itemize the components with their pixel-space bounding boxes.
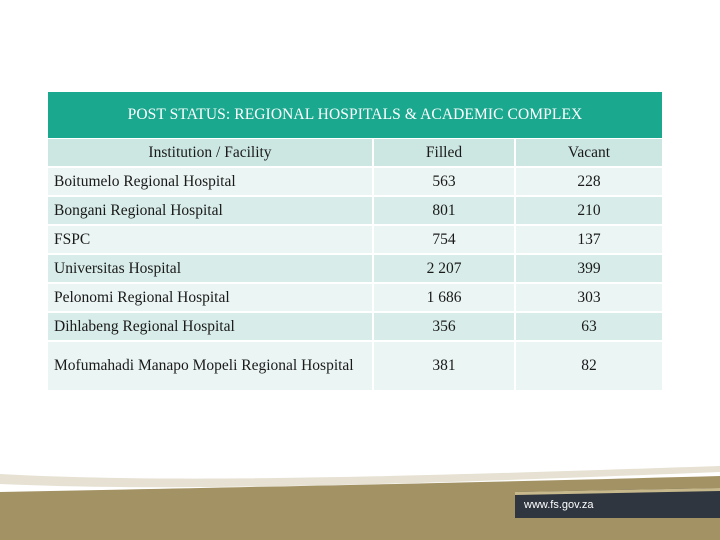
institution-cell: Boitumelo Regional Hospital bbox=[48, 167, 373, 196]
post-status-table bbox=[48, 139, 662, 392]
table-row bbox=[48, 254, 662, 283]
institution-cell: Mofumahadi Manapo Mopeli Regional Hospital bbox=[48, 341, 373, 391]
header-institution: Institution / Facility bbox=[48, 139, 373, 167]
header-filled: Filled bbox=[373, 139, 515, 167]
institution-cell: Bongani Regional Hospital bbox=[48, 196, 373, 225]
table-header-row bbox=[48, 139, 662, 167]
institution-cell: Universitas Hospital bbox=[48, 254, 373, 283]
institution-cell: Pelonomi Regional Hospital bbox=[48, 283, 373, 312]
website-url[interactable]: www.fs.gov.za bbox=[524, 499, 594, 511]
vacant-cell: 82 bbox=[515, 341, 662, 391]
table-row bbox=[48, 167, 662, 196]
footer-swoosh-graphic bbox=[0, 462, 720, 540]
institution-cell: FSPC bbox=[48, 225, 373, 254]
vacant-cell: 399 bbox=[515, 254, 662, 283]
table-row bbox=[48, 196, 662, 225]
table-title: POST STATUS: REGIONAL HOSPITALS & ACADEMIC COMPLEX bbox=[127, 106, 583, 123]
vacant-cell: 63 bbox=[515, 312, 662, 341]
vacant-cell: 137 bbox=[515, 225, 662, 254]
filled-cell: 1 686 bbox=[373, 283, 515, 312]
filled-cell: 754 bbox=[373, 225, 515, 254]
table-row bbox=[48, 225, 662, 254]
filled-cell: 563 bbox=[373, 167, 515, 196]
filled-cell: 356 bbox=[373, 312, 515, 341]
table-row bbox=[48, 283, 662, 312]
vacant-cell: 210 bbox=[515, 196, 662, 225]
filled-cell: 2 207 bbox=[373, 254, 515, 283]
header-vacant: Vacant bbox=[515, 139, 662, 167]
vacant-cell: 303 bbox=[515, 283, 662, 312]
table-title-bar bbox=[48, 92, 662, 140]
filled-cell: 381 bbox=[373, 341, 515, 391]
vacant-cell: 228 bbox=[515, 167, 662, 196]
footer-banner bbox=[0, 462, 720, 540]
institution-cell: Dihlabeng Regional Hospital bbox=[48, 312, 373, 341]
filled-cell: 801 bbox=[373, 196, 515, 225]
table-row bbox=[48, 341, 662, 391]
table-row bbox=[48, 312, 662, 341]
